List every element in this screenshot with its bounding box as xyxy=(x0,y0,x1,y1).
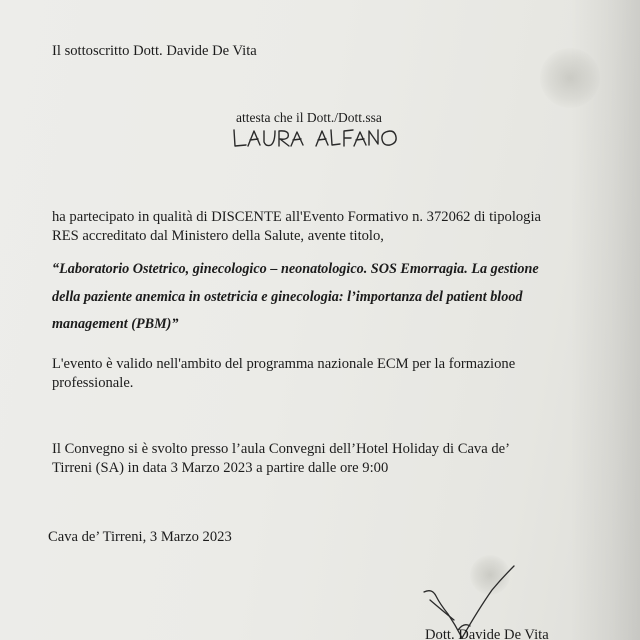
event-title-line-2: della paziente anemica in ostetricia e ginecologia: l’importanza del patient blood xyxy=(52,289,523,305)
event-title-line-3: management (PBM)” xyxy=(52,316,179,332)
intro-text: Il sottoscritto Dott. Davide De Vita xyxy=(52,43,257,59)
paper-stain xyxy=(540,48,600,108)
attests-text: attesta che il Dott./Dott.ssa xyxy=(236,110,382,125)
event-title-line-1: “Laboratorio Ostetrico, ginecologico – neonatologico. SOS Emorragia. La gestione xyxy=(52,261,539,277)
validity-line-2: professionale. xyxy=(52,375,134,391)
participation-line-2: RES accreditato dal Ministero della Salute, avente titolo, xyxy=(52,228,384,244)
validity-line-1: L'evento è valido nell'ambito del programma nazionale ECM per la formazione xyxy=(52,356,516,372)
handwritten-participant-name xyxy=(232,124,402,154)
place-date: Cava de’ Tirreni, 3 Marzo 2023 xyxy=(48,529,232,545)
participation-line-1: ha partecipato in qualità di DISCENTE all'Evento Formativo n. 372062 di tipologia xyxy=(52,209,541,225)
signatory-name: Dott. Davide De Vita xyxy=(425,627,549,640)
venue-line-2: Tirreni (SA) in data 3 Marzo 2023 a partire dalle ore 9:00 xyxy=(52,460,389,476)
venue-line-1: Il Convegno si è svolto presso l’aula Convegni dell’Hotel Holiday di Cava de’ xyxy=(52,441,510,457)
